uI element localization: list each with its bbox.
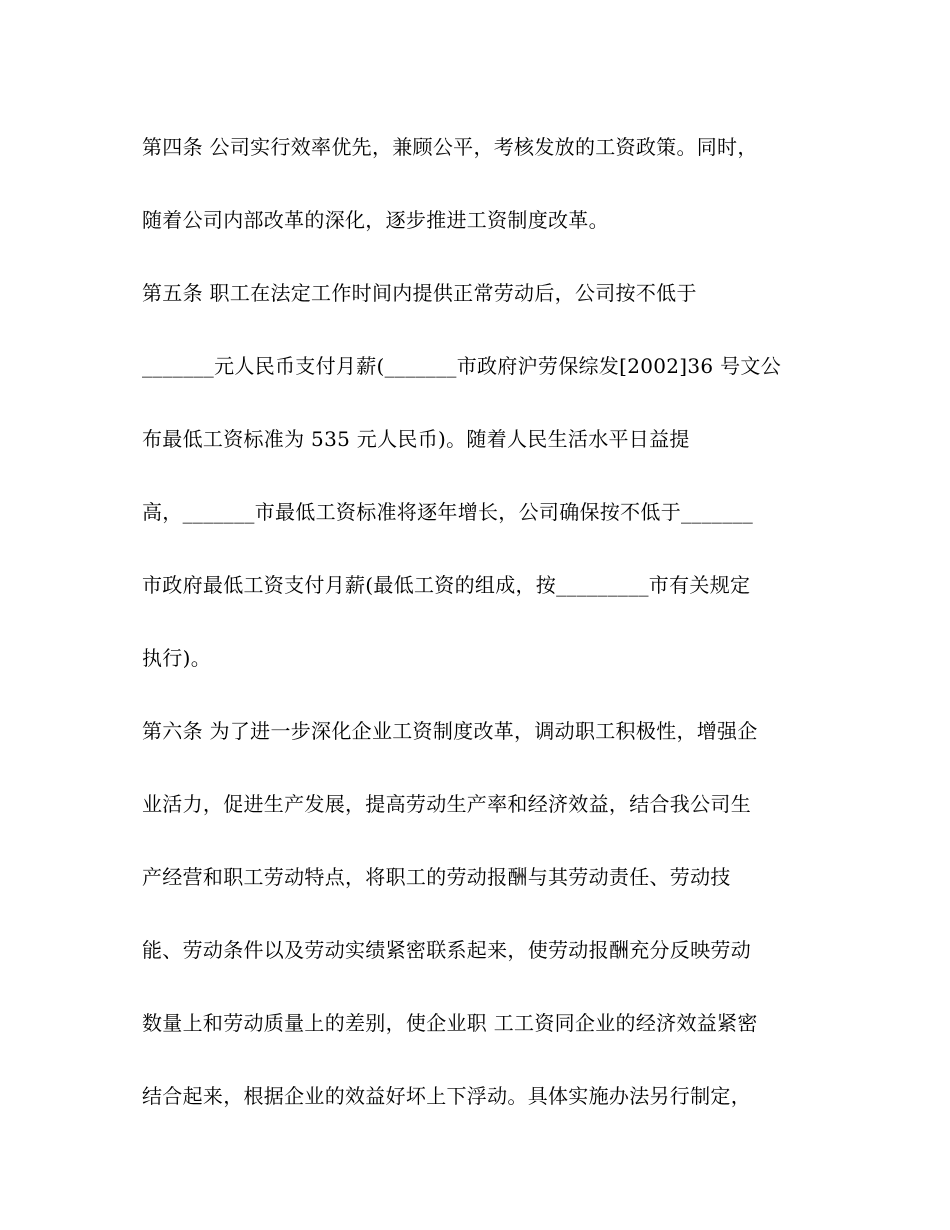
article-5-line-2: _______元人民币支付月薪(_______市政府沪劳保综发[2002]36 号文公 bbox=[142, 354, 782, 378]
article-6-line-1: 第六条 为了进一步深化企业工资制度改革，调动职工积极性，增强企 bbox=[142, 719, 758, 743]
article-4-line-1: 第四条 公司实行效率优先，兼顾公平，考核发放的工资政策。同时， bbox=[142, 135, 758, 159]
article-5-line-4: 高，_______市最低工资标准将逐年增长，公司确保按不低于_______ bbox=[142, 500, 754, 524]
article-6-line-6: 结合起来，根据企业的效益好坏上下浮动。具体实施办法另行制定， bbox=[142, 1084, 751, 1108]
article-6-line-2: 业活力，促进生产发展，提高劳动生产率和经济效益，结合我公司生 bbox=[142, 792, 751, 816]
article-4-line-2: 随着公司内部改革的深化，逐步推进工资制度改革。 bbox=[142, 208, 609, 232]
article-6-line-3: 产经营和职工劳动特点，将职工的劳动报酬与其劳动责任、劳动技 bbox=[142, 865, 731, 889]
article-5-line-1: 第五条 职工在法定工作时间内提供正常劳动后，公司按不低于 bbox=[142, 281, 697, 305]
article-6-line-5: 数量上和劳动质量上的差别，使企业职 工工资同企业的经济效益紧密 bbox=[142, 1011, 758, 1035]
article-5-line-6: 执行)。 bbox=[142, 646, 212, 670]
article-5-line-3: 布最低工资标准为 535 元人民币)。随着人民生活水平日益提 bbox=[142, 427, 690, 451]
article-6-line-4: 能、劳动条件以及劳动实绩紧密联系起来，使劳动报酬充分反映劳动 bbox=[142, 938, 751, 962]
article-5-line-5: 市政府最低工资支付月薪(最低工资的组成，按_________市有关规定 bbox=[142, 573, 751, 597]
